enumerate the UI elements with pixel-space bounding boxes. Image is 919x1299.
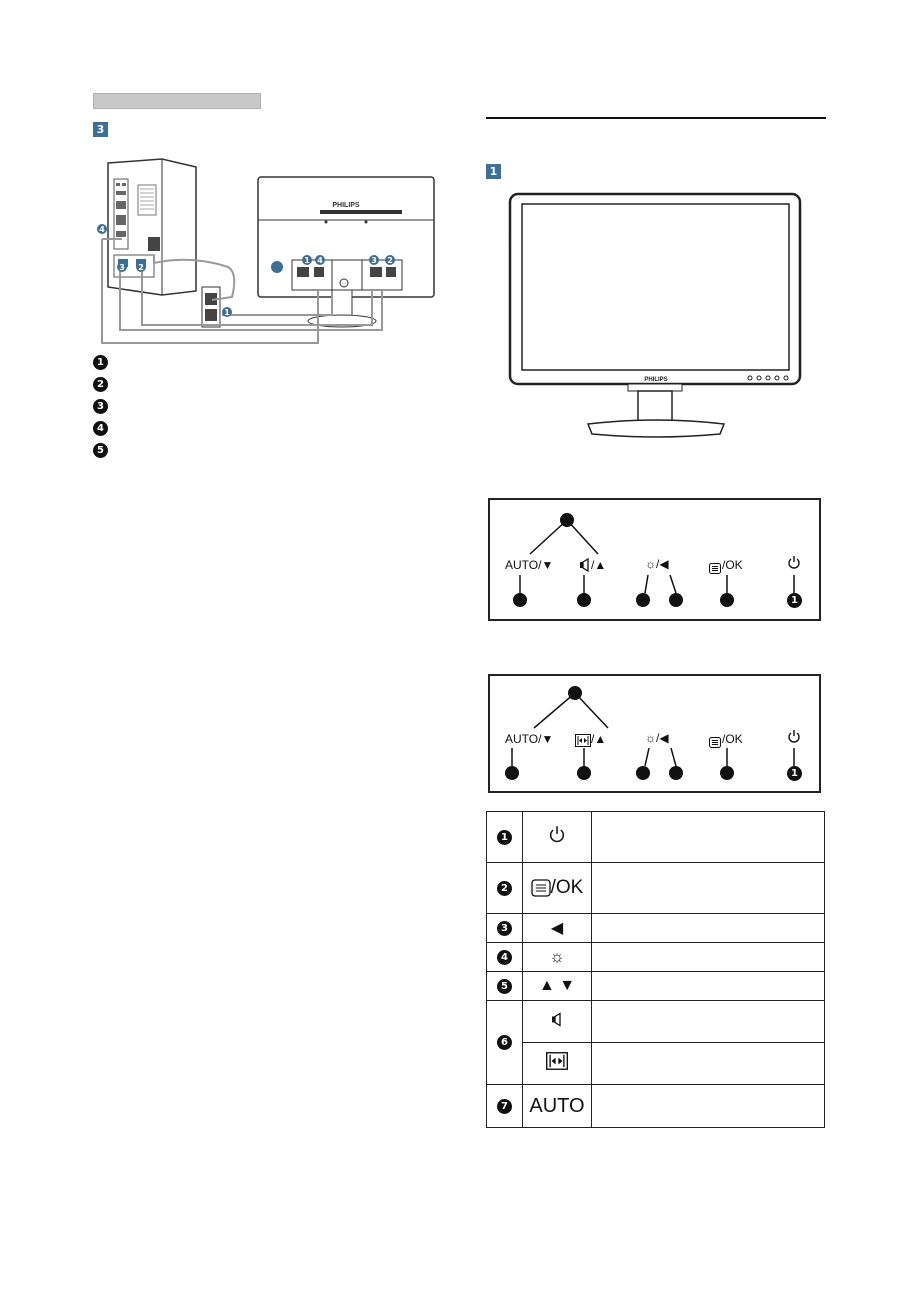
marker-pc-2: 2 [138,263,144,272]
auto-icon: AUTO [523,1085,592,1128]
auto-down-button-label-b: AUTO/▼ [505,732,554,746]
menu-icon [709,559,721,578]
wall-outlet-illustration [202,287,220,327]
volume-icon [523,1001,592,1043]
row-num-5: 5 [497,979,512,994]
up-down-icon: ▲ ▼ [523,972,592,1001]
auto-down-button-label: AUTO/▼ [505,558,554,572]
marker-rear-3: 3 [371,256,377,265]
front-brand-label: PHILIPS [644,377,668,383]
table-row [487,972,825,1001]
table-row [487,914,825,943]
row-num-2: 2 [497,881,512,896]
wide-up-button-label: /▲ [591,732,607,746]
table-row [487,1085,825,1128]
brightness-icon: ☼ [523,943,592,972]
menu-icon-b [709,733,721,752]
marker-rear-1: 1 [304,256,310,265]
power-icon [523,812,592,863]
menu-ok-button-label: /OK [722,558,743,572]
row-num-1: 1 [497,830,512,845]
table-row [487,812,825,863]
power-icon [787,555,801,574]
pc-tower-illustration [108,159,196,295]
wide-format-icon [523,1043,592,1085]
menu-ok-text: /OK [550,876,584,898]
wide-format-icon [575,732,591,751]
control-description-table [486,811,825,1128]
table-row [487,1001,825,1043]
marker-wall-1: 1 [224,308,230,317]
brightness-left-button-label: ☼/◀ [645,557,669,571]
marker-rear-4: 4 [317,256,323,265]
marker-pc-3: 3 [119,263,125,272]
rear-brand-label: PHILIPS [332,202,360,209]
left-arrow-icon: ◀ [523,914,592,943]
marker-pc-4: 4 [99,225,105,234]
legend-num-5: 5 [93,443,108,458]
legend-num-3: 3 [93,399,108,414]
menu-ok-icon [523,863,592,914]
monitor-rear-illustration [258,177,434,327]
panel-b-power-marker: 1 [787,766,802,781]
legend-num-2: 2 [93,377,108,392]
table-row [487,1043,825,1085]
section-divider [486,117,826,119]
panel-a-power-marker: 1 [787,593,802,608]
brightness-left-button-label-b: ☼/◀ [645,731,669,745]
step-badge-connect: 3 [93,122,108,137]
row-num-7: 7 [497,1099,512,1114]
section-header-bar [93,93,261,109]
legend-num-4: 4 [93,421,108,436]
volume-icon [579,557,591,576]
control-panel-wide [488,674,821,793]
table-row [487,863,825,914]
legend-num-1: 1 [93,355,108,370]
row-num-4: 4 [497,950,512,965]
power-icon-b [787,729,801,748]
control-panel-volume [488,498,821,621]
connection-diagram [92,155,438,345]
row-num-3: 3 [497,921,512,936]
marker-rear-2: 2 [387,256,393,265]
monitor-front-illustration [508,192,803,442]
menu-ok-button-label-b: /OK [722,732,743,746]
row-num-6: 6 [497,1035,512,1050]
volume-up-button-label: /▲ [591,558,607,572]
step-badge-front: 1 [486,164,501,179]
table-row [487,943,825,972]
